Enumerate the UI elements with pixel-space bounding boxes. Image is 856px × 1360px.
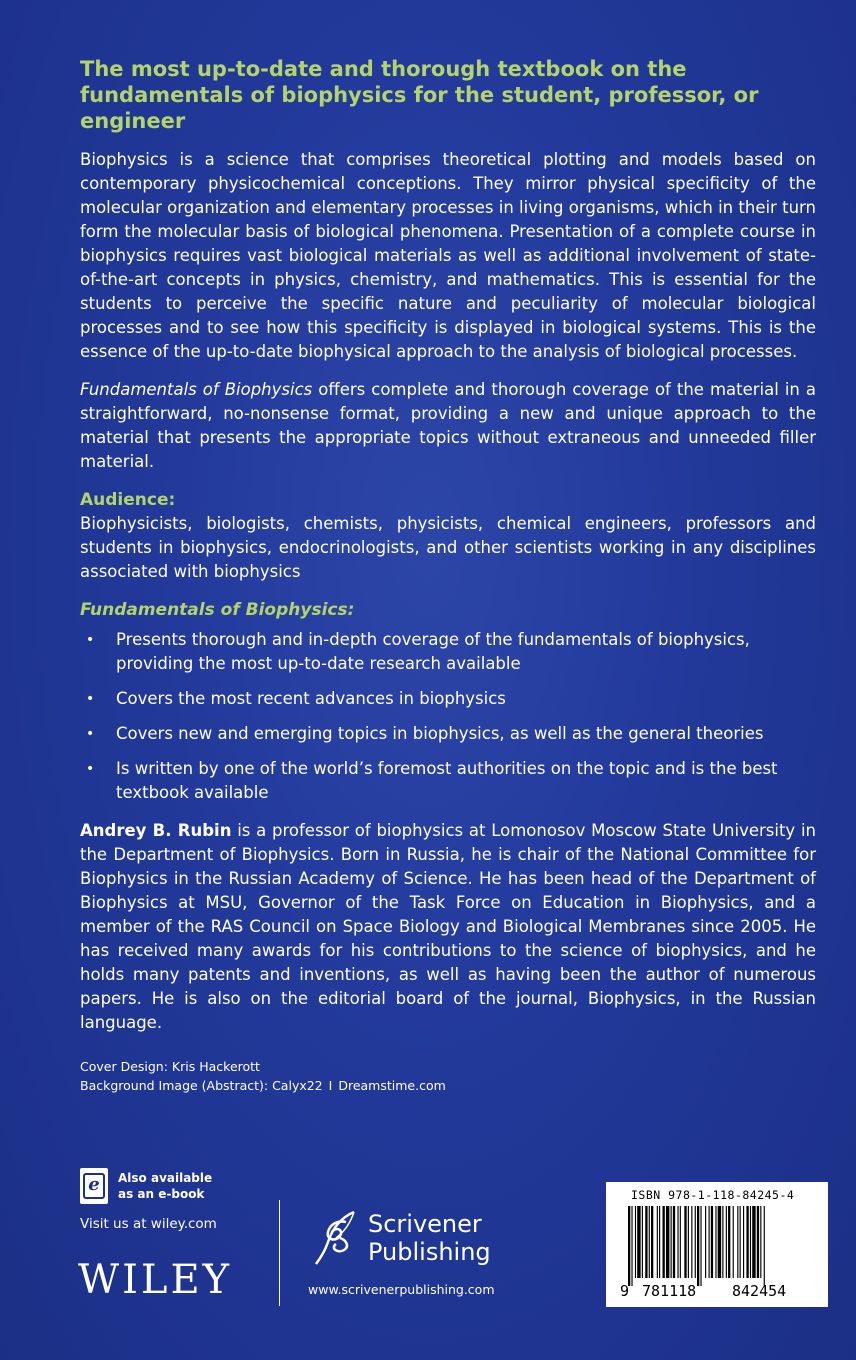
barcode-bars bbox=[628, 1206, 818, 1286]
divider bbox=[279, 1200, 280, 1306]
barcode-bar bbox=[657, 1206, 658, 1278]
barcode-bar bbox=[688, 1206, 689, 1278]
list-item: • Is written by one of the world’s foremost authorities on the topic and is the best textbook available bbox=[86, 759, 778, 802]
barcode-bar bbox=[760, 1206, 761, 1278]
wiley-logo: WILEY bbox=[78, 1257, 233, 1303]
barcode-bar bbox=[705, 1206, 706, 1278]
headline: The most up-to-date and thorough textbook on the fundamentals of biophysics for the student, professor, or engineer bbox=[80, 57, 759, 133]
features-list bbox=[80, 628, 816, 805]
ebook-badge bbox=[80, 1168, 270, 1208]
barcode-bar bbox=[733, 1206, 734, 1278]
overview-paragraph bbox=[80, 378, 816, 474]
intro-paragraph: Biophysics is a science that comprises theoretical plotting and models based on contemporary physicochemical conceptions. They mirror physical specificity of the molecular organization and elementary processes in living organisms, which in their turn form the molecular basis of biological phenomena. Presentation of a complete course in biophysics requires vast biological materials as well as additional involvement of state-of-the-art concepts in physics, chemistry, and mathematics. This is essential for the students to perceive the specific nature and peculiarity of molecular biological processes and to see how this specificity is displayed in biological systems. This is the essence of the up-to-date biophysical approach to the analysis of biological processes. bbox=[80, 150, 816, 361]
barcode-bar bbox=[677, 1206, 678, 1278]
background-image-credit: Background Image (Abstract): Calyx22 I Dreamstime.com bbox=[80, 1078, 446, 1093]
barcode-bar bbox=[684, 1206, 686, 1278]
barcode-bar bbox=[757, 1206, 759, 1278]
ebook-icon: e bbox=[80, 1168, 108, 1204]
barcode-bar bbox=[651, 1206, 653, 1278]
barcode-bar bbox=[666, 1206, 669, 1278]
isbn-text: ISBN 978-1-118-84245-4 bbox=[631, 1188, 795, 1202]
barcode-bar bbox=[637, 1206, 640, 1278]
bullet-icon: • bbox=[86, 726, 95, 742]
list-item: • Covers new and emerging topics in biophysics, as well as the general theories bbox=[80, 722, 816, 746]
barcode-bar bbox=[671, 1206, 672, 1278]
features-heading: Fundamentals of Biophysics: bbox=[80, 600, 355, 620]
author-bio-text: is a professor of biophysics at Lomonosov Moscow State University in the Department of Biophysics. Born in Russia, he is chair of the National Committee for Biophysics in the Russian Academy of Science. He has been head of the Department of Biophysics at MSU, Governor of the Task Force on Education in Biophysics, and a member of the RAS Council on Space Biology and Biological Membranes since 2005. He has received many awards for his contributions to the science of biophysics, and he holds many patents and inventions, as well as having been the author of numerous papers. He is also on the editorial board of the journal, Biophysics, in the Russian language. bbox=[80, 821, 816, 1032]
barcode-bar bbox=[752, 1206, 755, 1278]
barcode-bar bbox=[649, 1206, 650, 1278]
visit-wiley-link[interactable]: Visit us at wiley.com bbox=[80, 1216, 217, 1232]
ebook-text: Also available as an e-book bbox=[118, 1171, 213, 1201]
author-name: Andrey B. Rubin bbox=[80, 821, 232, 840]
barcode-bar bbox=[695, 1206, 696, 1278]
credits bbox=[80, 1057, 816, 1095]
scrivener-quill-icon bbox=[310, 1208, 366, 1268]
barcode-bar bbox=[642, 1206, 643, 1278]
audience-text: Biophysicists, biologists, chemists, physicists, chemical engineers, professors and students in biophysics, endocrinologists, and other scientists working in any disciplines associated with biophysics bbox=[80, 514, 816, 581]
scrivener-logo bbox=[310, 1208, 530, 1268]
barcode-bar bbox=[746, 1206, 748, 1278]
bullet-icon: • bbox=[86, 761, 95, 777]
barcode-bar bbox=[659, 1206, 660, 1278]
barcode-bar bbox=[628, 1206, 630, 1286]
barcode-bar bbox=[722, 1206, 723, 1278]
barcode-bar bbox=[700, 1206, 701, 1286]
barcode-bar bbox=[728, 1206, 730, 1278]
barcode-bar bbox=[645, 1206, 647, 1278]
barcode-bar bbox=[743, 1206, 744, 1278]
barcode-bar bbox=[715, 1206, 716, 1278]
barcode-bar bbox=[718, 1206, 721, 1278]
barcode-bar bbox=[691, 1206, 692, 1278]
scrivener-url[interactable]: www.scrivenerpublishing.com bbox=[308, 1282, 495, 1297]
barcode-bar bbox=[764, 1206, 765, 1286]
barcode-bar bbox=[697, 1206, 699, 1286]
barcode-bar bbox=[635, 1206, 636, 1278]
audience-heading: Audience: bbox=[80, 490, 176, 510]
barcode-bar bbox=[750, 1206, 751, 1278]
barcode-bar bbox=[726, 1206, 727, 1278]
barcode-bar bbox=[709, 1206, 710, 1278]
barcode-bar bbox=[711, 1206, 713, 1278]
barcode-bar bbox=[673, 1206, 675, 1278]
list-item: • Presents thorough and in-depth coverage of the fundamentals of biophysics, providing the most up-to-date research available bbox=[86, 630, 750, 673]
barcode-bar bbox=[680, 1206, 681, 1278]
list-item: • Covers the most recent advances in biophysics bbox=[80, 687, 816, 711]
barcode-bar bbox=[631, 1206, 632, 1286]
overview-book-title: Fundamentals of Biophysics bbox=[80, 380, 313, 399]
barcode-bar bbox=[740, 1206, 741, 1278]
scrivener-name: Scrivener Publishing bbox=[368, 1210, 491, 1266]
cover-design-credit: Cover Design: Kris Hackerott bbox=[80, 1059, 260, 1074]
bullet-icon: • bbox=[86, 691, 95, 707]
isbn-barcode: ISBN 978-1-118-84245-4 9 781118 842454 bbox=[606, 1182, 828, 1307]
overview-text: offers complete and thorough coverage of the material in a straightforward, no-nonsense format, providing a new and unique approach to the material that presents the appropriate topics without extraneous and unneeded filler material. bbox=[80, 380, 817, 471]
barcode-bar bbox=[663, 1206, 665, 1278]
barcode-bar bbox=[737, 1206, 738, 1278]
author-bio bbox=[80, 819, 816, 1035]
bullet-icon: • bbox=[86, 632, 95, 648]
back-cover-content bbox=[80, 56, 816, 1095]
